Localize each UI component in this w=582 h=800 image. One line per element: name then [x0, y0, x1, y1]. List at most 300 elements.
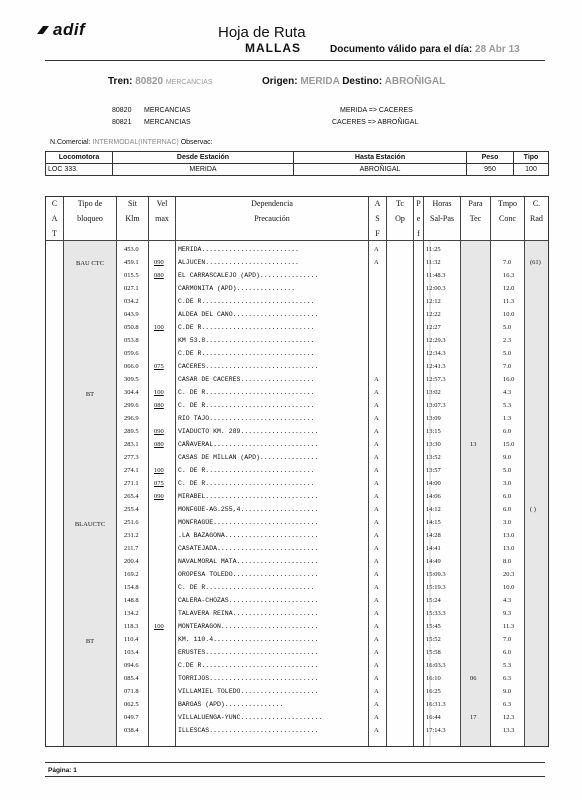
hora-cell: 15:24: [426, 597, 441, 604]
tmpo-cell: 7.0: [503, 259, 512, 266]
sit-cell: 296.9: [124, 415, 139, 422]
tmpo-cell: 6.0: [503, 493, 512, 500]
tmpo-cell: 5.0: [503, 467, 512, 474]
tmpo-cell: 13.0: [503, 532, 515, 539]
header-text: Conc: [499, 214, 516, 223]
dependencia-cell: CAÑAVERAL...........................: [178, 441, 319, 448]
header-divider: [45, 60, 545, 61]
valid-date: 28 Abr 13: [475, 44, 520, 55]
asf-cell: A: [374, 545, 379, 552]
asf-cell: A: [374, 402, 379, 409]
vel-cell: 090: [154, 493, 164, 500]
table-row: [46, 529, 548, 542]
table-row: [46, 542, 548, 555]
dependencia-cell: CARMONITA (APD)...............: [178, 285, 296, 292]
header-text: C: [51, 199, 58, 208]
tmpo-cell: 8.0: [503, 558, 512, 565]
horas-header: [424, 199, 460, 223]
hora-cell: 17:14.3: [426, 727, 446, 734]
logo-text: adif: [53, 20, 86, 39]
asf-header: [369, 199, 386, 238]
tmpo-cell: 13.3: [503, 727, 515, 734]
dependencia-cell: C. DE R............................: [178, 389, 315, 396]
hora-cell: 15:33.3: [426, 610, 446, 617]
dependencia-cell: C. DE R............................: [178, 480, 315, 487]
asf-cell: A: [374, 701, 379, 708]
sit-cell: 059.6: [124, 350, 139, 357]
table-row: [46, 308, 548, 321]
tmpo-cell: 1.3: [503, 415, 512, 422]
tmpo-cell: 15.0: [503, 441, 515, 448]
tmpo-cell: 13.0: [503, 545, 515, 552]
table-row: [46, 503, 548, 516]
hora-cell: 13:30: [426, 441, 441, 448]
sit-header: [117, 199, 148, 223]
hora-cell: 14:06: [426, 493, 441, 500]
header-text: bloqueo: [77, 214, 103, 223]
asf-cell: A: [374, 662, 379, 669]
vel-cell: 090: [154, 428, 164, 435]
dependencia-cell: C. DE R............................: [178, 402, 315, 409]
adif-logo-mark-icon: [36, 24, 50, 36]
hora-cell: 14:49: [426, 558, 441, 565]
hora-cell: 14:12: [426, 506, 441, 513]
tmpo-cell: 5.3: [503, 662, 512, 669]
asf-cell: A: [374, 714, 379, 721]
sit-cell: 289.5: [124, 428, 139, 435]
sit-cell: 309.5: [124, 376, 139, 383]
table-row: [46, 607, 548, 620]
hora-cell: 12:41.3: [426, 363, 446, 370]
comercial-value: INTERMODAL(INTERNAC): [92, 139, 179, 146]
table-row: [46, 282, 548, 295]
asf-cell: A: [374, 636, 379, 643]
tmpo-cell: 6.0: [503, 649, 512, 656]
sit-cell: 154.8: [124, 584, 139, 591]
bloqueo-label: BT: [85, 638, 95, 645]
dependencia-cell: MONFRAGÜE...........................: [178, 519, 319, 526]
hora-cell: 12:00.3: [426, 285, 446, 292]
table-cell: MERIDA: [113, 164, 294, 176]
train-num: 80821: [112, 119, 132, 126]
route-table: [45, 196, 549, 747]
header-text: Rad: [530, 214, 543, 223]
vel-cell: 100: [154, 467, 164, 474]
asf-cell: A: [374, 389, 379, 396]
asf-cell: A: [374, 506, 379, 513]
tmpo-cell: 6.0: [503, 428, 512, 435]
table-row: [46, 373, 548, 386]
tren-info: [108, 76, 213, 87]
header-text: max: [155, 214, 169, 223]
tren-value: 80820: [135, 76, 164, 87]
col-header: Hasta Estación: [294, 152, 467, 164]
origen-label: Origen:: [262, 76, 298, 87]
tmpo-cell: 16.0: [503, 376, 515, 383]
vel-cell: 100: [154, 389, 164, 396]
para-cell: 17: [470, 714, 477, 721]
train-num: 80820: [112, 107, 132, 114]
table-cell: 100: [514, 164, 549, 176]
asf-cell: A: [374, 558, 379, 565]
hora-cell: 16:44: [426, 714, 441, 721]
origen-destino: [262, 76, 445, 87]
table-row: [46, 321, 548, 334]
sit-cell: 118.3: [124, 623, 139, 630]
header-text: A: [374, 199, 381, 208]
dependencia-cell: C. DE R............................: [178, 467, 315, 474]
table-row: [46, 620, 548, 633]
tmpo-cell: 9.0: [503, 688, 512, 695]
sit-cell: 071.8: [124, 688, 139, 695]
sit-cell: 304.4: [124, 389, 139, 396]
sit-cell: 062.5: [124, 701, 139, 708]
valid-label: Documento válido para el día:: [330, 44, 473, 55]
train-route: MERIDA => CACERES: [340, 107, 413, 114]
sit-cell: 148.8: [124, 597, 139, 604]
tmpo-cell: 12.3: [503, 714, 515, 721]
sit-cell: 251.6: [124, 519, 139, 526]
header-text: Tmpo: [497, 199, 518, 208]
hora-cell: 12:22: [426, 311, 441, 318]
tmpo-cell: 6.0: [503, 506, 512, 513]
tmpo-cell: 7.0: [503, 636, 512, 643]
header-text: F: [375, 229, 380, 238]
hora-cell: 15:19.3: [426, 584, 446, 591]
table-row: [46, 269, 548, 282]
sit-cell: 043.9: [124, 311, 139, 318]
dependencia-cell: MIRABEL.............................: [178, 493, 319, 500]
table-row: [46, 685, 548, 698]
col-header: Locomotora: [46, 152, 113, 164]
train-type: MERCANCIAS: [144, 107, 191, 114]
adif-logo: [36, 20, 85, 40]
asf-cell: A: [374, 441, 379, 448]
dependencia-cell: NAVALMORAL MATA.....................: [178, 558, 319, 565]
dependencia-cell: ERUSTES.............................: [178, 649, 319, 656]
hora-cell: 15:09.3: [426, 571, 446, 578]
asf-cell: A: [374, 688, 379, 695]
rad-header: [525, 199, 548, 223]
table-cell: ABROÑIGAL: [294, 164, 467, 176]
asf-cell: A: [374, 584, 379, 591]
sit-cell: 034.2: [124, 298, 139, 305]
dependencia-cell: BARGAS (APD)...............: [178, 701, 284, 708]
dependencia-cell: C.DE R.............................: [178, 324, 315, 331]
table-row: [46, 425, 548, 438]
header-text: Tipo de: [77, 199, 103, 208]
tmpo-cell: 5.3: [503, 402, 512, 409]
asf-cell: A: [374, 376, 379, 383]
hora-cell: 12:29.3: [426, 337, 446, 344]
header-text: Vel: [156, 199, 168, 208]
table-row: [46, 659, 548, 672]
hora-cell: 15:52: [426, 636, 441, 643]
dependencia-cell: RIO TAJO...........................: [178, 415, 315, 422]
asf-cell: A: [374, 597, 379, 604]
table-row: [46, 711, 548, 724]
tmpo-cell: 16.3: [503, 272, 515, 279]
hora-cell: 16:03.3: [426, 662, 446, 669]
dependencia-cell: VIADUCTO KM. 289....................: [178, 428, 319, 435]
asf-cell: A: [374, 415, 379, 422]
table-row: [46, 386, 548, 399]
hora-cell: 11:32: [426, 259, 441, 266]
col-header: Peso: [467, 152, 514, 164]
table-row: [46, 477, 548, 490]
table-row: [46, 633, 548, 646]
sit-cell: 299.6: [124, 402, 139, 409]
hora-cell: 15:58: [426, 649, 441, 656]
tmpo-header: [491, 199, 524, 223]
sit-cell: 211.7: [124, 545, 139, 552]
dependencia-cell: ALDEA DEL CANO......................: [178, 311, 319, 318]
tmpo-cell: 12.0: [503, 285, 515, 292]
hora-cell: 11:25: [426, 246, 441, 253]
table-row: [46, 243, 548, 256]
table-row: [46, 451, 548, 464]
pef-header: [414, 199, 423, 238]
hora-cell: 14:00: [426, 480, 441, 487]
table-row: [46, 399, 548, 412]
dependencia-cell: TORRIJOS............................: [178, 675, 319, 682]
sit-cell: 255.4: [124, 506, 139, 513]
vel-cell: 075: [154, 480, 164, 487]
col-header: Tipo: [514, 152, 549, 164]
header-text: Op: [395, 214, 405, 223]
vel-cell: 080: [154, 272, 164, 279]
hora-cell: 11:48.3: [426, 272, 446, 279]
dependencia-cell: C.DE R.............................: [178, 298, 315, 305]
tmpo-cell: 3.0: [503, 480, 512, 487]
dependencia-cell: EL CARRASCALEJO (APD)...............: [178, 272, 319, 279]
dependencia-cell: ILLESCAS............................: [178, 727, 319, 734]
tmpo-cell: 9.0: [503, 454, 512, 461]
tmpo-cell: 10.0: [503, 311, 515, 318]
table-row: [46, 724, 548, 737]
sit-cell: 453.0: [124, 246, 139, 253]
table-row: [46, 516, 548, 529]
table-row: [46, 360, 548, 373]
dependencia-cell: TALAVERA REINA......................: [178, 610, 319, 617]
header-text: Sal-Pas: [430, 214, 454, 223]
destino-value: ABROÑIGAL: [384, 76, 446, 87]
asf-cell: A: [374, 454, 379, 461]
table-row: [46, 256, 548, 269]
para-header: [461, 199, 490, 223]
tmpo-cell: 9.3: [503, 610, 512, 617]
header-text: Tec: [469, 214, 482, 223]
dependencia-cell: ALJUCEN........................: [178, 259, 299, 266]
sit-cell: 015.5: [124, 272, 139, 279]
tren-type: MERCANCIAS: [165, 79, 213, 86]
asf-cell: A: [374, 571, 379, 578]
table-row: [46, 164, 549, 176]
tmpo-cell: 2.3: [503, 337, 512, 344]
sit-cell: 094.6: [124, 662, 139, 669]
vel-cell: 075: [154, 363, 164, 370]
tmpo-cell: 10.0: [503, 584, 515, 591]
table-row: [46, 672, 548, 685]
sit-cell: 049.7: [124, 714, 139, 721]
tc-header: [387, 199, 413, 223]
table-row: [46, 568, 548, 581]
table-row: [46, 555, 548, 568]
header-text: Para: [468, 199, 483, 208]
tmpo-cell: 4.3: [503, 597, 512, 604]
sit-cell: 277.3: [124, 454, 139, 461]
tmpo-cell: 7.0: [503, 363, 512, 370]
dependencia-cell: CALERA-CHOZAS.......................: [178, 597, 319, 604]
dependencia-cell: MONFGÜE-AG.255,4....................: [178, 506, 319, 513]
comercial-label: N.Comercial:: [50, 139, 91, 146]
sit-cell: 103.4: [124, 649, 139, 656]
table-row: [46, 295, 548, 308]
header-text: Precaución: [254, 214, 290, 223]
table-row: [46, 490, 548, 503]
asf-cell: A: [374, 493, 379, 500]
table-row: [46, 464, 548, 477]
header-text: P: [416, 199, 421, 208]
asf-cell: A: [374, 519, 379, 526]
dependencia-cell: KM 53.8............................: [178, 337, 315, 344]
train-route: CACERES => ABROÑIGAL: [332, 119, 419, 126]
tipo-bloqueo-header: [64, 199, 116, 223]
hora-cell: 14:41: [426, 545, 441, 552]
header-text: T: [52, 229, 57, 238]
asf-cell: A: [374, 428, 379, 435]
sit-cell: 053.8: [124, 337, 139, 344]
hora-cell: 14:15: [426, 519, 441, 526]
hora-cell: 12:57.3: [426, 376, 446, 383]
asf-cell: A: [374, 532, 379, 539]
destino-label: Destino:: [342, 76, 383, 87]
sit-cell: 110.4: [124, 636, 139, 643]
sit-cell: 134.2: [124, 610, 139, 617]
vel-cell: 100: [154, 324, 164, 331]
tmpo-cell: 3.0: [503, 519, 512, 526]
dependencia-cell: CASATEJADA..........................: [178, 545, 319, 552]
bloqueo-label: BLAUCTC: [74, 521, 106, 528]
observaciones-line: [50, 139, 213, 146]
header-text: f: [417, 229, 420, 238]
dependencia-cell: .LA BAZAGONA........................: [178, 532, 319, 539]
vel-header: [149, 199, 175, 223]
para-cell: 06: [470, 675, 477, 682]
sit-cell: 066.0: [124, 363, 139, 370]
sit-cell: 283.1: [124, 441, 139, 448]
hora-cell: 12:12: [426, 298, 441, 305]
valid-date-line: [330, 44, 520, 55]
sit-cell: 038.4: [124, 727, 139, 734]
vel-cell: 080: [154, 441, 164, 448]
dependencia-cell: MONTEARAGON.........................: [178, 623, 319, 630]
header-text: C.: [532, 199, 541, 208]
table-row: [46, 412, 548, 425]
page-num: 1: [73, 767, 77, 774]
page-label: Página:: [48, 767, 72, 774]
vel-cell: 100: [154, 623, 164, 630]
hora-cell: 13:07.3: [426, 402, 446, 409]
tmpo-cell: 11.3: [503, 623, 515, 630]
hora-cell: 13:52: [426, 454, 441, 461]
asf-cell: A: [374, 480, 379, 487]
sit-cell: 265.4: [124, 493, 139, 500]
rad-cell: (61): [530, 259, 541, 266]
table-row: [46, 347, 548, 360]
header-divider: [46, 240, 548, 241]
footer-divider: [45, 776, 545, 777]
tmpo-cell: 6.3: [503, 701, 512, 708]
table-header-row: [46, 152, 549, 164]
dependencia-cell: C. DE R............................: [178, 584, 315, 591]
header-text: A: [51, 214, 58, 223]
sit-cell: 169.2: [124, 571, 139, 578]
dependencia-cell: CASAR DE CACERES...................: [178, 376, 315, 383]
tmpo-cell: 5.0: [503, 324, 512, 331]
table-row: [46, 438, 548, 451]
header-text: Tc: [396, 199, 404, 208]
tmpo-cell: 20.3: [503, 571, 515, 578]
table-row: [46, 698, 548, 711]
tren-label: Tren:: [108, 76, 133, 87]
tmpo-cell: 11.3: [503, 298, 515, 305]
tmpo-cell: 6.3: [503, 675, 512, 682]
dependencia-cell: OROPESA TOLEDO......................: [178, 571, 319, 578]
header-text: e: [416, 214, 421, 223]
vel-cell: 080: [154, 402, 164, 409]
dependencia-cell: CASAS DE MILLAN (APD)...............: [178, 454, 319, 461]
bloqueo-label: BT: [85, 391, 95, 398]
footer-divider: [45, 762, 545, 763]
hora-cell: 12:34.3: [426, 350, 446, 357]
hora-cell: 16:25: [426, 688, 441, 695]
header-text: Klm: [125, 214, 140, 223]
asf-cell: A: [374, 649, 379, 656]
sit-cell: 027.1: [124, 285, 139, 292]
hora-cell: 13:57: [426, 467, 441, 474]
para-cell: 13: [470, 441, 477, 448]
page-number: [48, 767, 77, 774]
asf-cell: A: [374, 259, 379, 266]
sit-cell: 459.1: [124, 259, 139, 266]
asf-cell: A: [374, 623, 379, 630]
asf-cell: A: [374, 610, 379, 617]
dependencia-header: [176, 199, 368, 223]
table-row: [46, 334, 548, 347]
asf-cell: A: [374, 467, 379, 474]
header-text: Sit: [128, 199, 137, 208]
hora-cell: 13:09: [426, 415, 441, 422]
hora-cell: 15:45: [426, 623, 441, 630]
asf-cell: A: [374, 675, 379, 682]
asf-cell: A: [374, 246, 379, 253]
header-text: S: [375, 214, 380, 223]
bloqueo-label: BAU CTC: [76, 260, 104, 267]
dependencia-cell: C.DE R.............................: [178, 350, 315, 357]
dependencia-cell: VILLAMIEL TOLEDO....................: [178, 688, 319, 695]
dependencia-cell: VILLALUENGA-YUNC.....................: [178, 714, 323, 721]
hora-cell: 14:28: [426, 532, 441, 539]
tmpo-cell: 5.0: [503, 350, 512, 357]
header-text: Horas: [432, 199, 452, 208]
hora-cell: 13:15: [426, 428, 441, 435]
asf-cell: A: [374, 727, 379, 734]
col-header: Desde Estación: [113, 152, 294, 164]
dependencia-cell: KM. 110.4...........................: [178, 636, 319, 643]
sit-cell: 231.2: [124, 532, 139, 539]
locomotora-table: [45, 151, 549, 176]
